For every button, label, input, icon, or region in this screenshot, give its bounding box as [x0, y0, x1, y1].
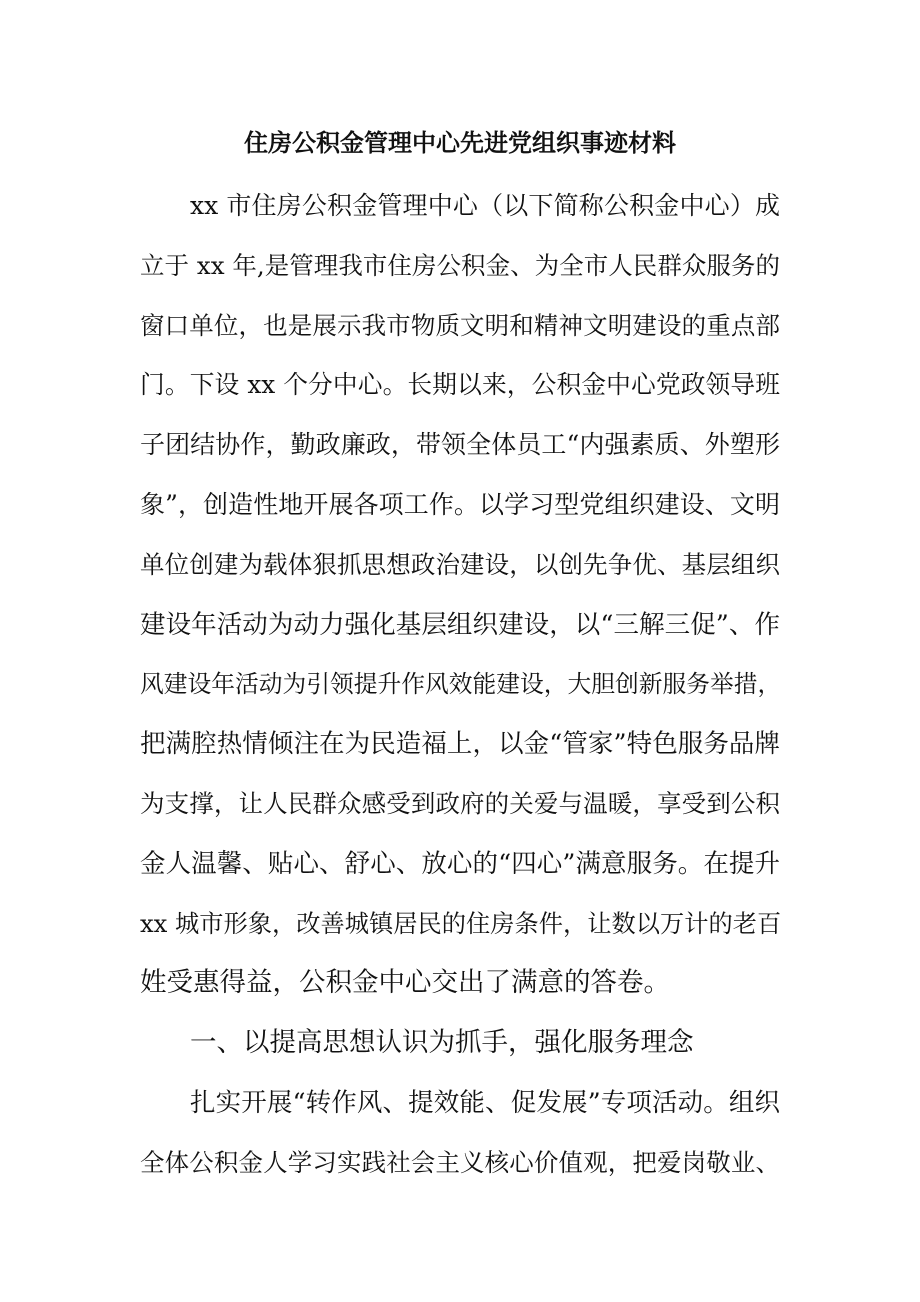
paragraph-line: 子团结协作，勤政廉政，带领全体员工“内强素质、外塑形 [140, 430, 780, 459]
paragraph-line: 全体公积金人学习实践社会主义核心价值观，把爱岗敬业、 [140, 1148, 780, 1177]
document-title: 住房公积金管理中心先进党组织事迹材料 [244, 128, 676, 157]
paragraph-line: 建设年活动为动力强化基层组织建设，以“三解三促”、作 [140, 610, 780, 640]
paragraph-line: 象”，创造性地开展各项工作。以学习型党组织建设、文明 [140, 490, 780, 519]
paragraph-line: 把满腔热情倾注在为民造福上，以金“管家”特色服务品牌 [140, 729, 780, 759]
paragraph-line: 金人温馨、贴心、舒心、放心的“四心”满意服务。在提升 [140, 849, 780, 879]
section-heading: 一、以提高思想认识为抓手，强化服务理念 [190, 1027, 694, 1058]
paragraph-line: 立于 xx 年,是管理我市住房公积金、为全市人民群众服务的 [140, 251, 780, 280]
paragraph-line: 单位创建为载体狠抓思想政治建设，以创先争优、基层组织 [140, 550, 780, 579]
paragraph-line: xx 市住房公积金管理中心（以下简称公积金中心）成 [190, 191, 780, 220]
paragraph-line: 扎实开展“转作风、提效能、促发展”专项活动。组织 [190, 1088, 780, 1118]
paragraph-line: 门。下设 xx 个分中心。长期以来，公积金中心党政领导班 [140, 370, 780, 399]
paragraph-line: xx 城市形象，改善城镇居民的住房条件，让数以万计的老百 [140, 909, 782, 938]
paragraph-line: 姓受惠得益，公积金中心交出了满意的答卷。 [140, 967, 670, 998]
paragraph-line: 窗口单位，也是展示我市物质文明和精神文明建设的重点部 [140, 311, 780, 340]
paragraph-line: 风建设年活动为引领提升作风效能建设，大胆创新服务举措， [140, 670, 782, 698]
paragraph-line: 为支撑，让人民群众感受到政府的关爱与温暖，享受到公积 [140, 789, 780, 818]
